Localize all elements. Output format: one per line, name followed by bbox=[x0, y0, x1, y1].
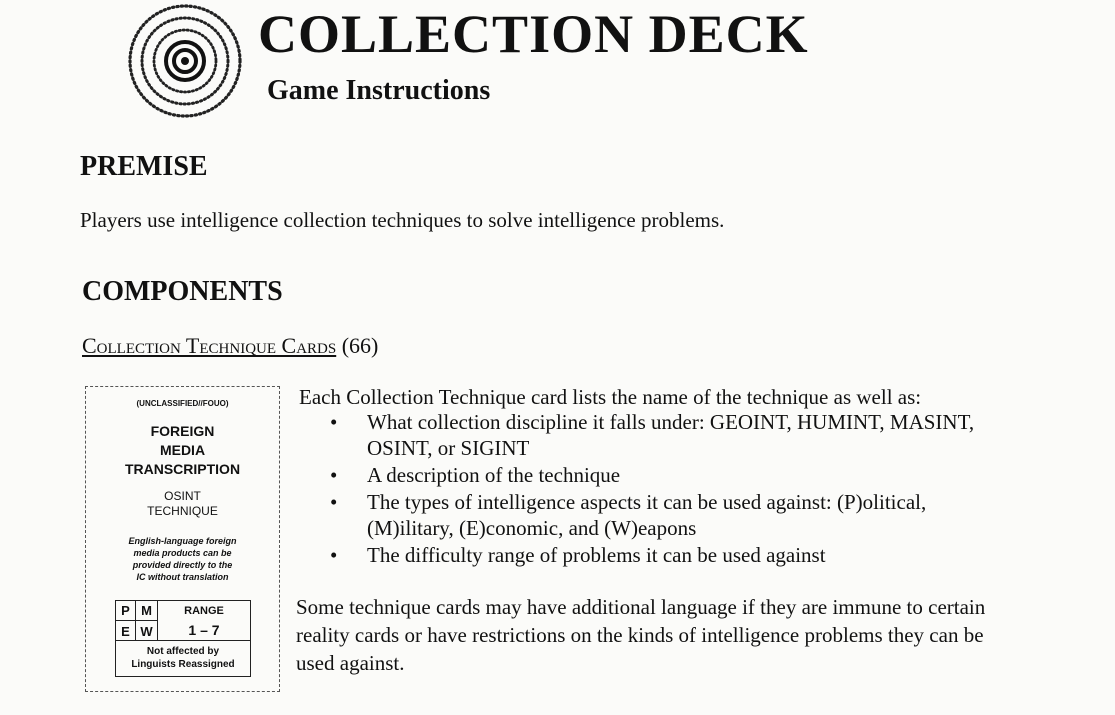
card-name-line: MEDIA bbox=[159, 442, 206, 458]
concentric-target-icon bbox=[126, 2, 244, 120]
card-classification: (UNCLASSIFIED//FOUO) bbox=[136, 399, 229, 408]
range-label: RANGE bbox=[184, 605, 224, 617]
list-item bbox=[330, 409, 974, 461]
card-name-line: TRANSCRIPTION bbox=[124, 461, 241, 477]
bullet-icon: • bbox=[330, 463, 338, 487]
card-note-line: Linguists Reassigned bbox=[131, 659, 235, 670]
card-description-intro: Each Collection Technique card lists the name of the technique as well as: bbox=[299, 385, 922, 409]
components-heading: COMPONENTS bbox=[82, 276, 283, 307]
card-discipline-line: TECHNIQUE bbox=[147, 504, 218, 518]
card-description-line: English-language foreign bbox=[128, 536, 237, 546]
range-value: 1 – 7 bbox=[188, 622, 220, 638]
card-aspect-range-table bbox=[115, 600, 251, 641]
list-item bbox=[330, 489, 974, 541]
card-description-line: media products can be bbox=[133, 548, 232, 558]
list-item-line: A description of the technique bbox=[367, 463, 621, 487]
cards-subheading bbox=[82, 332, 378, 360]
bullet-icon: • bbox=[330, 543, 338, 567]
card-features-list bbox=[330, 409, 974, 568]
aspect-weapons: W bbox=[136, 621, 158, 641]
list-item bbox=[330, 542, 974, 568]
aspect-political: P bbox=[116, 601, 136, 621]
aspect-economic: E bbox=[116, 621, 136, 641]
collection-technique-cards-link[interactable]: Collection Technique Cards bbox=[82, 333, 337, 358]
premise-text: Players use intelligence collection techniques to solve intelligence problems. bbox=[80, 208, 725, 232]
card-technique-name bbox=[86, 422, 279, 479]
page-title: COLLECTION DECK bbox=[258, 4, 809, 64]
premise-heading: PREMISE bbox=[80, 151, 208, 182]
card-note bbox=[115, 641, 251, 677]
card-description bbox=[104, 535, 261, 583]
example-technique-card bbox=[85, 386, 280, 692]
list-item-line: The difficulty range of problems it can be used against bbox=[367, 543, 826, 567]
card-description-closing: Some technique cards may have additional language if they are immune to certain reality cards or have restrictions on the kinds of intelligence problems they can be used against. bbox=[296, 595, 986, 675]
bullet-icon: • bbox=[330, 410, 338, 434]
bullet-icon: • bbox=[330, 490, 338, 514]
card-discipline-line: OSINT bbox=[164, 489, 201, 503]
list-item-line: (M)ilitary, (E)conomic, and (W)eapons bbox=[367, 516, 697, 540]
list-item bbox=[330, 462, 974, 488]
cards-count: (66) bbox=[341, 333, 379, 358]
card-name-line: FOREIGN bbox=[150, 423, 215, 439]
list-item-line: What collection discipline it falls under: GEOINT, HUMINT, MASINT, bbox=[367, 410, 975, 434]
card-description-line: IC without translation bbox=[136, 572, 229, 582]
card-description-line: provided directly to the bbox=[132, 560, 233, 570]
aspect-military: M bbox=[136, 601, 158, 621]
card-discipline bbox=[86, 489, 279, 519]
list-item-line: OSINT, or SIGINT bbox=[367, 436, 530, 460]
list-item-line: The types of intelligence aspects it can be used against: (P)olitical, bbox=[367, 490, 927, 514]
page-subtitle: Game Instructions bbox=[267, 75, 491, 106]
card-note-line: Not affected by bbox=[146, 646, 220, 657]
